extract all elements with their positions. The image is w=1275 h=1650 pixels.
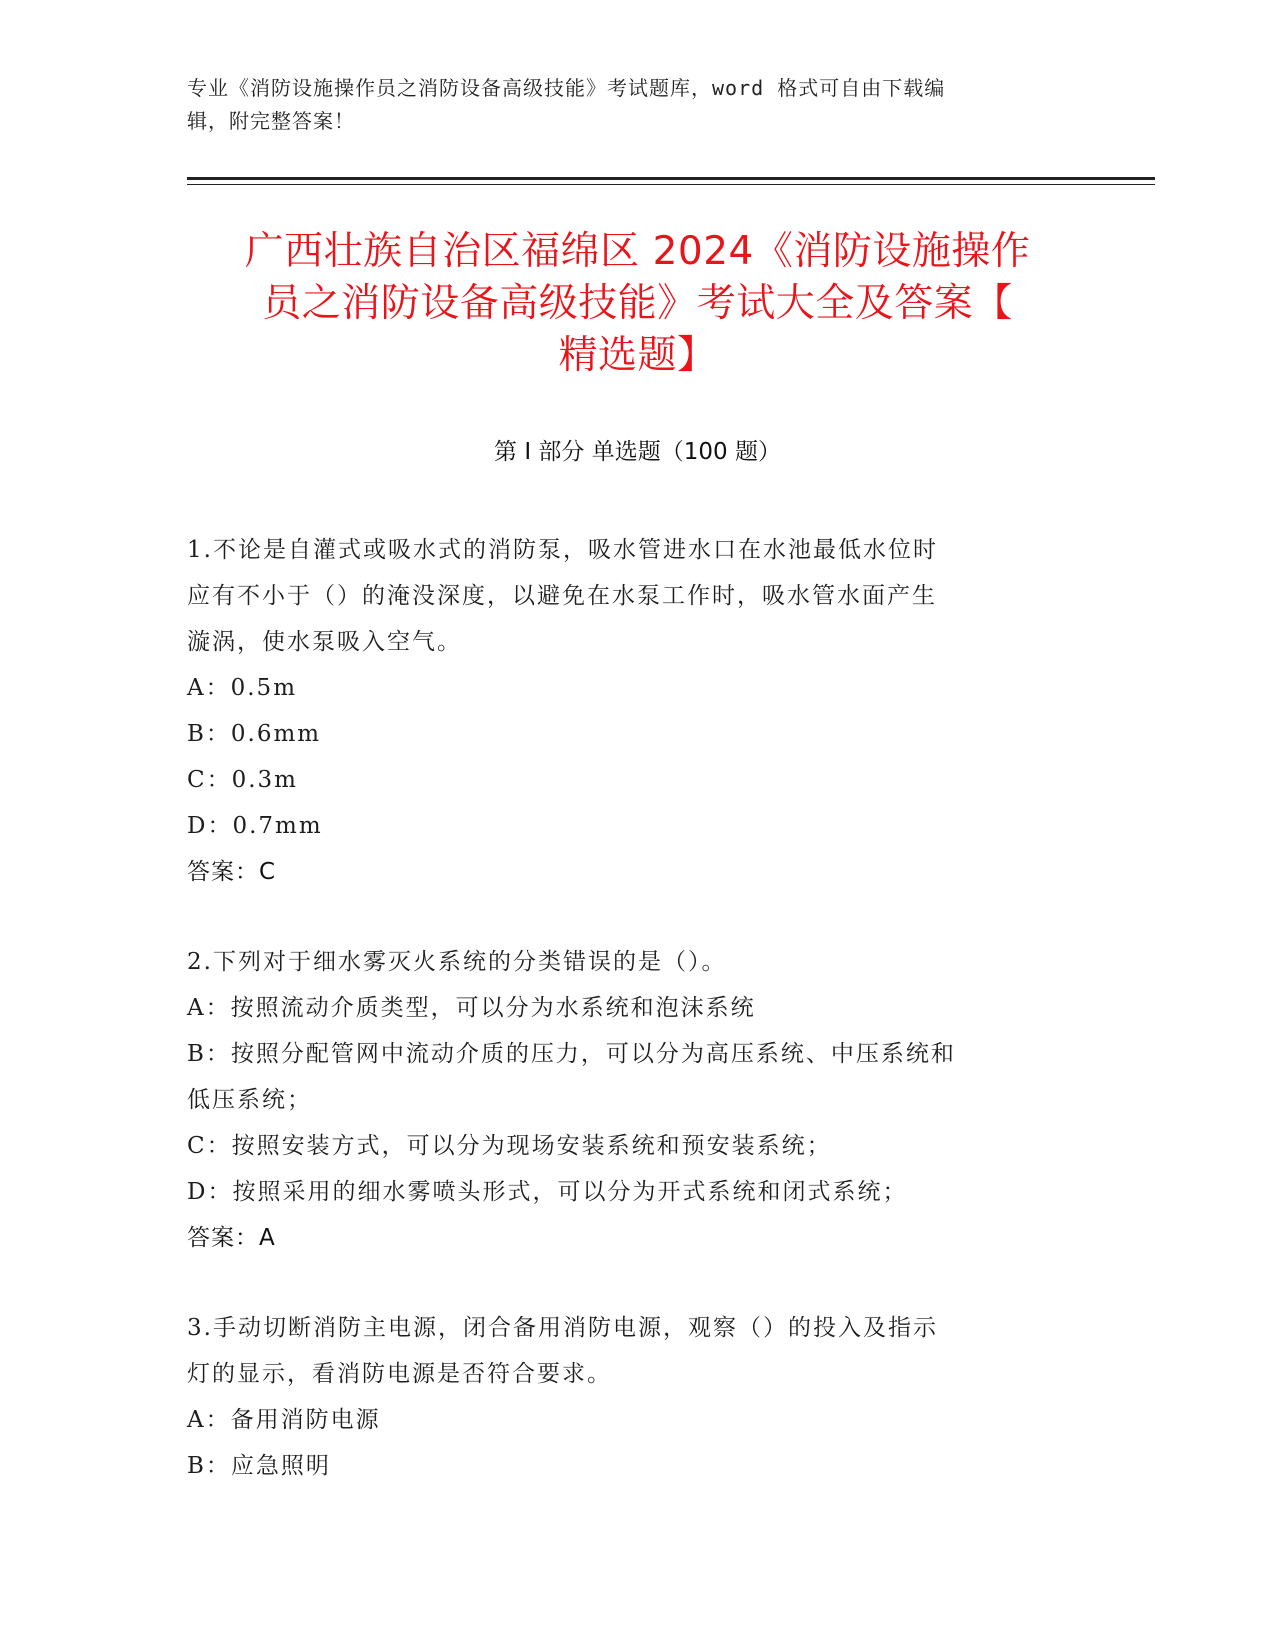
document-title-line: 广西壮族自治区福绵区 2024《消防设施操作 [244, 229, 1031, 274]
question-stem-line: 灯的显示，看消防电源是否符合要求。 [187, 1361, 612, 1387]
header-note-line: 专业《消防设施操作员之消防设备高级技能》考试题库，word 格式可自由下载编 [187, 76, 946, 100]
question-stem-line: 1.不论是自灌式或吸水式的消防泵，吸水管进水口在水池最低水位时 [187, 537, 938, 563]
header-note [187, 72, 1067, 138]
question-list [187, 527, 1087, 1533]
answer-option: C：0.3m [187, 767, 298, 793]
answer-option: B：按照分配管网中流动介质的压力，可以分为高压系统、中压系统和 [187, 1041, 956, 1067]
document-title-line: 员之消防设备高级技能》考试大全及答案【 [262, 281, 1013, 326]
answer-option: A：备用消防电源 [187, 1407, 381, 1433]
question-item [187, 939, 1087, 1261]
answer-option: D：0.7mm [187, 813, 323, 839]
answer-option: B：0.6mm [187, 721, 322, 747]
header-divider-thin [187, 184, 1155, 185]
answer-option: 低压系统； [187, 1087, 312, 1113]
answer-option: D：按照采用的细水雾喷头形式，可以分为开式系统和闭式系统； [187, 1179, 908, 1205]
answer-option: A：0.5m [187, 675, 297, 701]
question-stem-line: 2.下列对于细水雾灭火系统的分类错误的是（）。 [187, 949, 727, 975]
answer-key: 答案：C [187, 859, 277, 885]
answer-option: B：应急照明 [187, 1453, 331, 1479]
question-stem-line: 3.手动切断消防主电源，闭合备用消防电源，观察（）的投入及指示 [187, 1315, 938, 1341]
header-note-line: 辑，附完整答案！ [187, 109, 355, 133]
section-heading: 第 I 部分 单选题（100 题） [494, 439, 781, 465]
question-stem-line: 漩涡，使水泵吸入空气。 [187, 629, 462, 655]
question-item [187, 527, 1087, 895]
answer-option: C：按照安装方式，可以分为现场安装系统和预安装系统； [187, 1133, 832, 1159]
document-title-line: 精选题】 [558, 333, 717, 378]
answer-option: A：按照流动介质类型，可以分为水系统和泡沫系统 [187, 995, 756, 1021]
header-divider-thick [187, 177, 1155, 180]
document-title [160, 226, 1115, 382]
question-item [187, 1305, 1087, 1489]
question-stem-line: 应有不小于（）的淹没深度，以避免在水泵工作时，吸水管水面产生 [187, 583, 937, 609]
answer-key: 答案：A [187, 1225, 276, 1251]
